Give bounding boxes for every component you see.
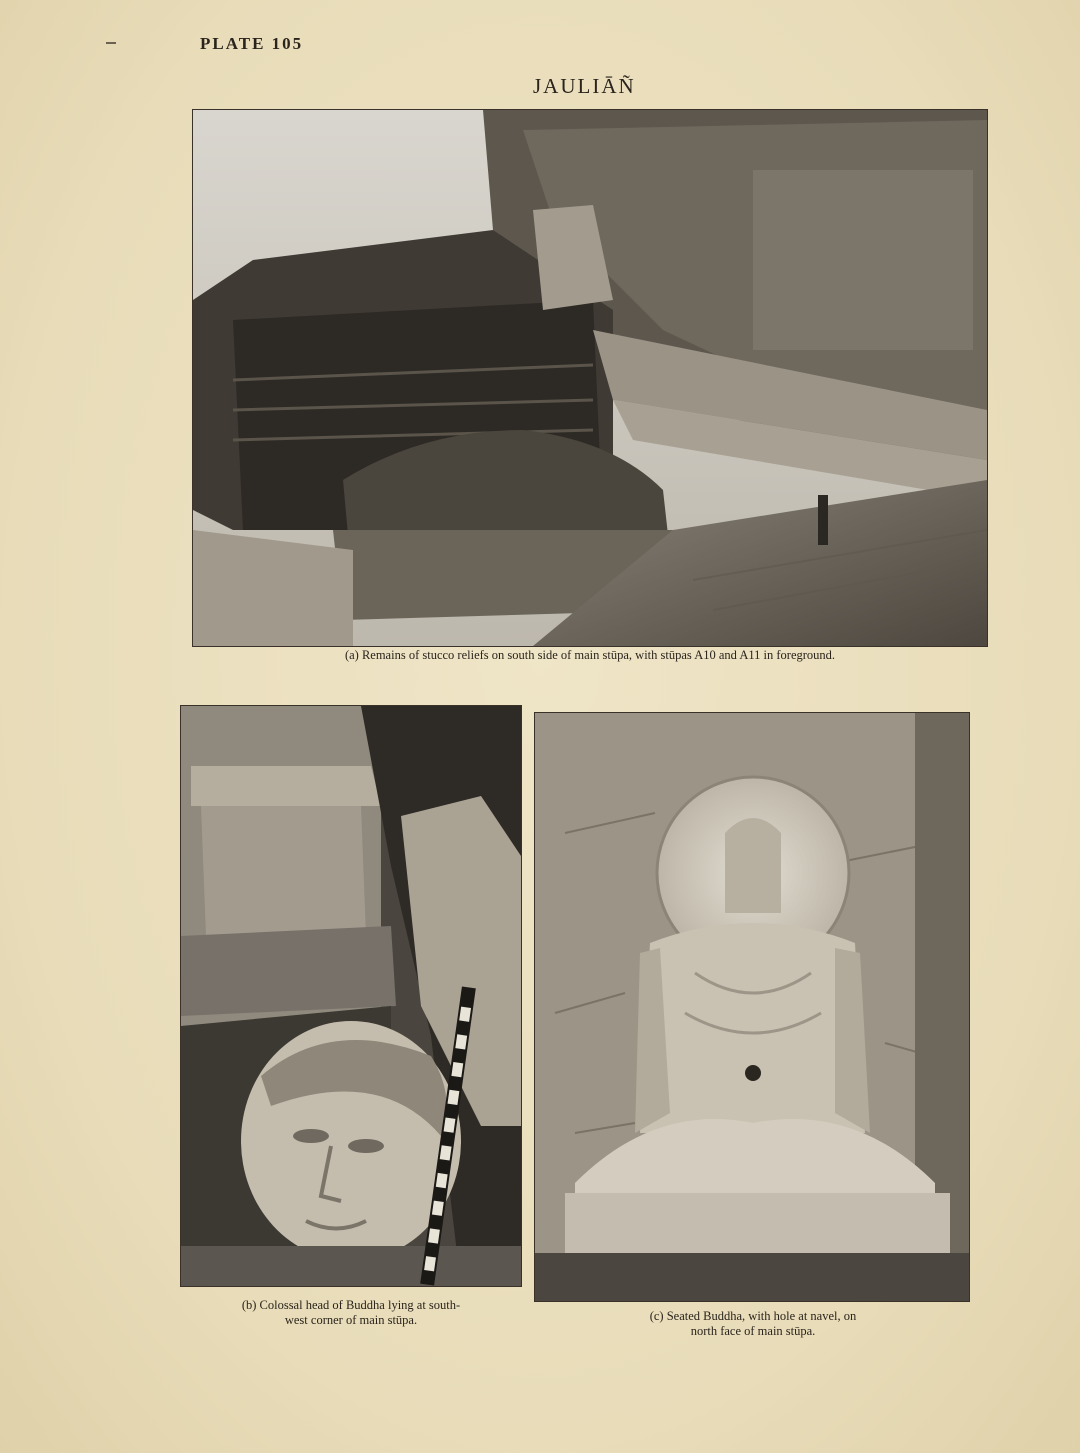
plate-number: PLATE 105 bbox=[200, 34, 304, 53]
photo-stucco-reliefs bbox=[193, 110, 987, 646]
caption-b-line2: west corner of main stūpa. bbox=[284, 1313, 418, 1327]
caption-c-line2: north face of main stūpa. bbox=[690, 1324, 816, 1338]
photo-seated-buddha bbox=[535, 713, 969, 1301]
page-title: JAULIĀÑ bbox=[533, 74, 636, 98]
caption-c bbox=[548, 1309, 958, 1339]
margin-mark bbox=[106, 42, 116, 44]
caption-c-line1: (c) Seated Buddha, with hole at navel, on bbox=[649, 1309, 857, 1323]
caption-a: (a) Remains of stucco reliefs on south side of main stūpa, with stūpas A10 and A11 in foreground. bbox=[344, 648, 836, 662]
caption-b-line1: (b) Colossal head of Buddha lying at south- bbox=[241, 1298, 461, 1312]
photo-colossal-head bbox=[181, 706, 521, 1286]
caption-b bbox=[186, 1298, 516, 1328]
